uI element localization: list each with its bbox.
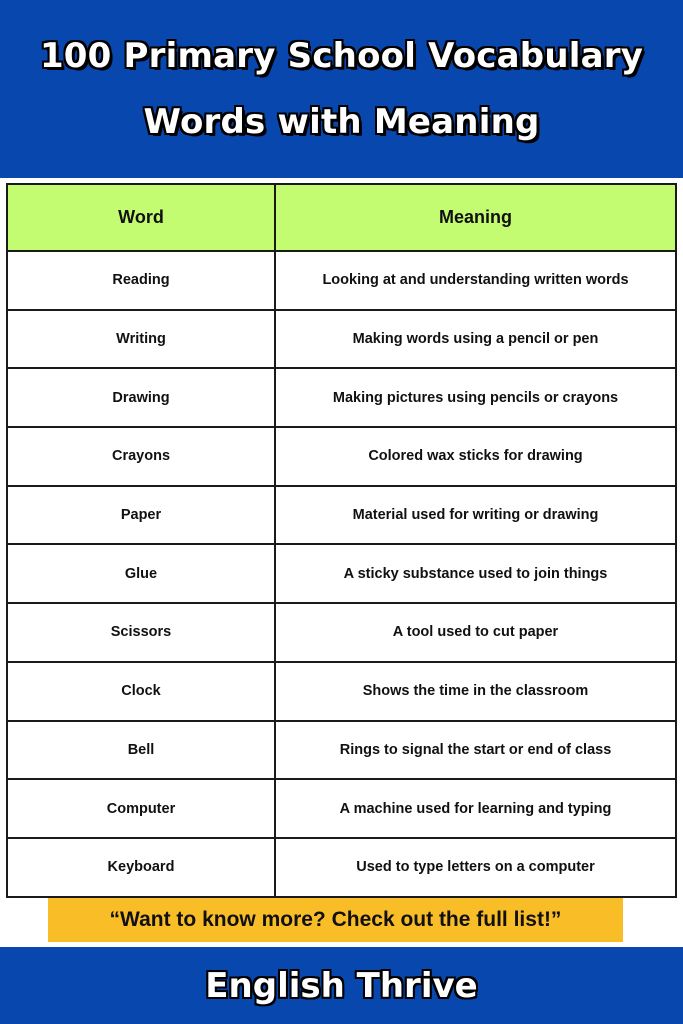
meaning-cell: A sticky substance used to join things [275, 544, 676, 603]
meaning-cell: Material used for writing or drawing [275, 486, 676, 545]
column-header-word: Word [7, 184, 275, 251]
table-row [7, 544, 676, 603]
meaning-cell: Colored wax sticks for drawing [275, 427, 676, 486]
table-row [7, 721, 676, 780]
meaning-cell: A machine used for learning and typing [275, 779, 676, 838]
table-row [7, 603, 676, 662]
table-row [7, 662, 676, 721]
word-cell: Keyboard [7, 838, 275, 897]
word-cell: Writing [7, 310, 275, 369]
table-row [7, 779, 676, 838]
word-cell: Drawing [7, 368, 275, 427]
word-cell: Clock [7, 662, 275, 721]
word-cell: Glue [7, 544, 275, 603]
word-cell: Crayons [7, 427, 275, 486]
footer-banner [0, 947, 683, 1024]
table-header-row [7, 184, 676, 251]
table-row [7, 427, 676, 486]
word-cell: Paper [7, 486, 275, 545]
word-cell: Scissors [7, 603, 275, 662]
table-row [7, 310, 676, 369]
table-row [7, 486, 676, 545]
page-title-line-2: Words with Meaning [143, 102, 540, 142]
meaning-cell: Used to type letters on a computer [275, 838, 676, 897]
table-row [7, 368, 676, 427]
word-cell: Bell [7, 721, 275, 780]
column-header-meaning: Meaning [275, 184, 676, 251]
table-row [7, 251, 676, 310]
vocabulary-table-container [6, 183, 675, 898]
meaning-cell: Making pictures using pencils or crayons [275, 368, 676, 427]
meaning-cell: Shows the time in the classroom [275, 662, 676, 721]
brand-name: English Thrive [205, 965, 478, 1006]
word-cell: Reading [7, 251, 275, 310]
meaning-cell: A tool used to cut paper [275, 603, 676, 662]
word-cell: Computer [7, 779, 275, 838]
table-row [7, 838, 676, 897]
meaning-cell: Making words using a pencil or pen [275, 310, 676, 369]
page-title-line-1: 100 Primary School Vocabulary [39, 36, 644, 76]
call-to-action-banner: “Want to know more? Check out the full list!” [48, 898, 623, 942]
vocabulary-table [6, 183, 677, 898]
title-banner [0, 0, 683, 178]
meaning-cell: Looking at and understanding written words [275, 251, 676, 310]
meaning-cell: Rings to signal the start or end of class [275, 721, 676, 780]
